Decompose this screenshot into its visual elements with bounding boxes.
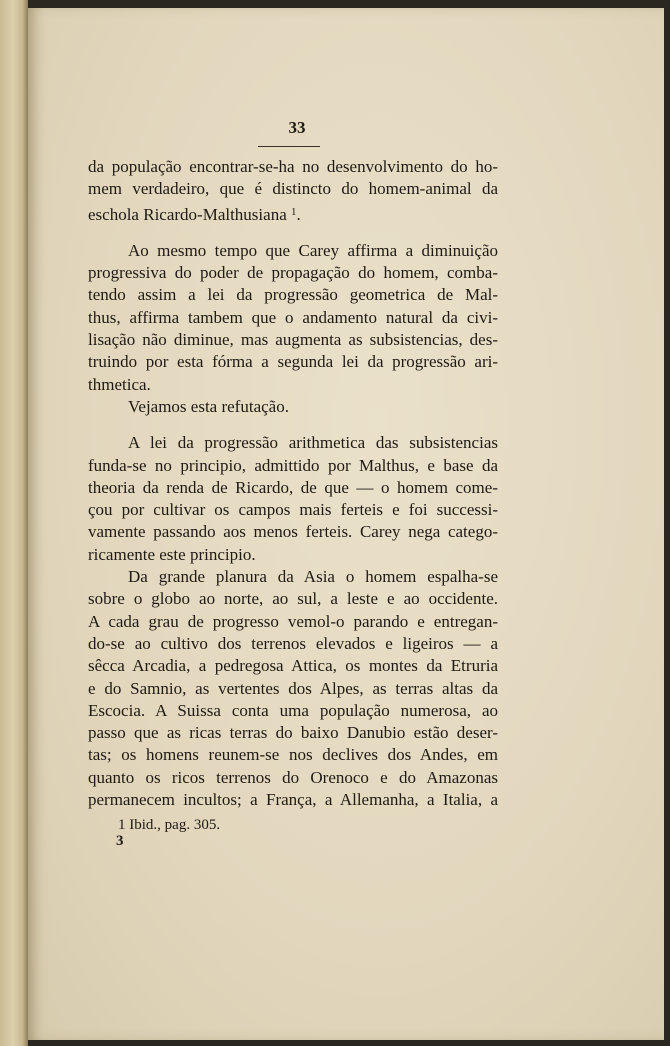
footnote-text: Ibid., pag. 305.: [129, 817, 221, 833]
page-number-rule: [258, 146, 320, 147]
text-line: A cada grau de progresso vemol-o parando e entregan-: [88, 611, 498, 631]
text-line: Escocia. A Suissa conta uma população numerosa, ao: [88, 700, 498, 720]
text-line: do-se ao cultivo dos terrenos elevados e ligeiros — a: [88, 633, 498, 653]
paragraph-5: [88, 566, 498, 811]
text-line: Vejamos esta refutação.: [128, 396, 289, 416]
footnote-marker: 1: [118, 817, 126, 833]
text-line: funda-se no principio, admittido por Malthus, e base da: [88, 455, 498, 475]
text-line: ricamente este principio.: [88, 544, 256, 564]
footnote-reference: 1: [291, 205, 297, 218]
paragraph-4: [88, 432, 498, 566]
text-line: sobre o globo ao norte, ao sul, a leste e ao occidente.: [88, 589, 498, 609]
text-line: truindo por esta fórma a segunda lei da progressão ari-: [88, 352, 498, 372]
text-line: permanecem incultos; a França, a Allemanha, a Italia, a: [88, 790, 498, 810]
text-line: çou por cultivar os campos mais ferteis e foi successi-: [88, 500, 498, 520]
text-line: passo que as ricas terras do baixo Danubio estão deser-: [88, 723, 498, 743]
text-line: theoria da renda de Ricardo, de que — o homem come-: [88, 477, 498, 497]
paragraph-3: [88, 396, 498, 418]
text-line: e do Samnio, as vertentes dos Alpes, as terras altas da: [88, 678, 498, 698]
paragraph-2: [88, 240, 498, 396]
footnote: [118, 815, 220, 835]
text-line: mem verdadeiro, que é distincto do homem-animal da: [88, 179, 498, 199]
text-line-content: eschola Ricardo-Malthusiana: [88, 204, 287, 224]
text-line: Da grande planura da Asia o homem espalha-se: [128, 567, 498, 587]
text-line: progressiva do poder de propagação do homem, comba-: [88, 263, 498, 283]
text-line: vamente passando aos menos ferteis. Carey nega catego-: [88, 522, 498, 542]
text-line: tas; os homens reunem-se nos declives dos Andes, em: [88, 745, 498, 765]
text-line: A lei da progressão arithmetica das subsistencias: [128, 433, 498, 453]
paragraph-1: [88, 156, 498, 223]
body-text: [88, 156, 498, 811]
text-line: [88, 201, 498, 223]
text-line: da população encontrar-se-ha no desenvolvimento do ho-: [88, 157, 498, 176]
text-line: lisação não diminue, mas augmenta as subsistencias, des-: [88, 330, 498, 350]
text-line: quanto os ricos terrenos do Orenoco e do Amazonas: [88, 767, 498, 787]
text-line: sêcca Arcadia, a pedregosa Attica, os montes da Etruria: [88, 656, 498, 676]
sentence-end: .: [296, 204, 301, 224]
text-line: thmetica.: [88, 374, 151, 394]
text-line: Ao mesmo tempo que Carey affirma a diminuição: [128, 240, 498, 260]
text-line: thus, affirma tambem que o andamento natural da civi-: [88, 307, 498, 327]
signature-mark: 3: [116, 833, 124, 849]
facing-page-edge: [0, 0, 28, 1046]
page-number: 33: [288, 118, 306, 137]
text-line: tendo assim a lei da progressão geometrica de Mal-: [88, 285, 498, 305]
